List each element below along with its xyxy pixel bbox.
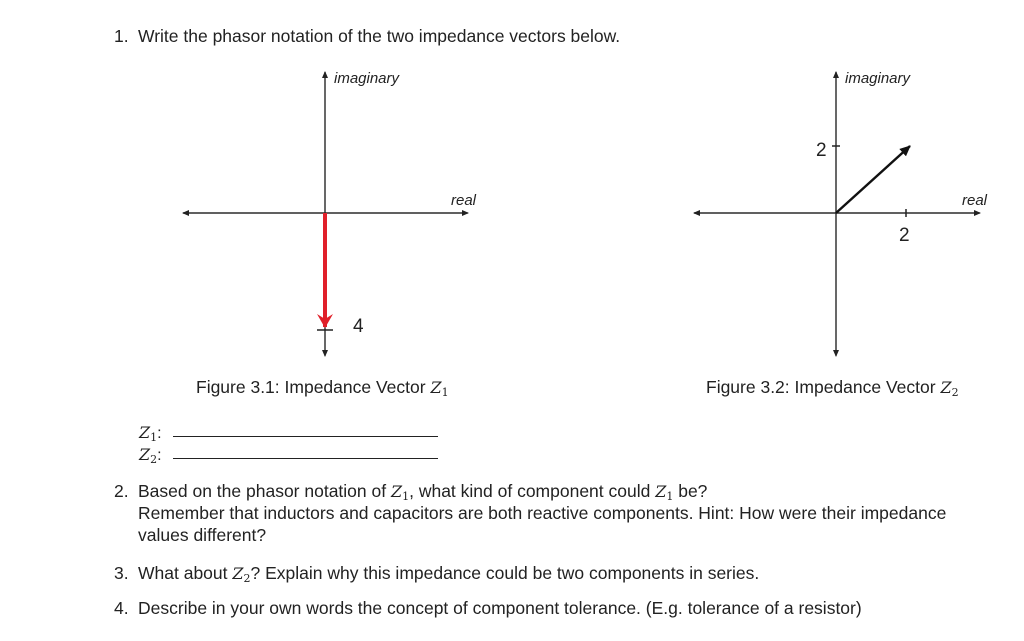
question-number: 3. <box>114 563 129 583</box>
real-axis-label: real <box>962 192 988 209</box>
answer-var: Z <box>139 423 151 442</box>
tick-label: 4 <box>353 316 364 337</box>
figure-1-caption <box>196 377 449 399</box>
question-2-line2: Remember that inductors and capacitors are both reactive components. Hint: How were their impedance <box>138 503 947 523</box>
question-4 <box>114 598 862 619</box>
question-number: 4. <box>114 598 129 618</box>
caption-sub: 1 <box>441 386 449 399</box>
question-3 <box>114 563 759 585</box>
question-var: Z <box>232 564 244 583</box>
question-var: Z <box>655 482 667 501</box>
question-var-sub: 2 <box>243 572 251 585</box>
answer-line-z2[interactable] <box>173 458 438 459</box>
figure-2-caption <box>706 377 959 399</box>
question-2 <box>114 481 707 503</box>
real-axis-label: real <box>451 192 477 209</box>
imaginary-axis-label: imaginary <box>845 70 911 87</box>
answer-sub: 1 <box>150 431 158 444</box>
answer-colon: : <box>157 425 162 442</box>
question-number: 1. <box>114 26 129 46</box>
answer-sub: 2 <box>150 453 158 466</box>
vector-z2 <box>836 146 910 213</box>
caption-text: Figure 3.1: Impedance Vector <box>196 377 431 397</box>
question-text-part3: be? <box>673 481 708 501</box>
question-text-before: What about <box>138 563 233 583</box>
question-text-part2: , what kind of component could <box>409 481 656 501</box>
question-var: Z <box>390 482 403 501</box>
question-text-after: ? Explain why this impedance could be two components in series. <box>250 563 760 583</box>
question-2-line3: values different? <box>138 525 267 545</box>
imaginary-axis-label: imaginary <box>334 70 400 87</box>
caption-var: Z <box>940 378 952 397</box>
question-number: 2. <box>114 481 129 501</box>
question-text: Write the phasor notation of the two impedance vectors below. <box>138 26 621 46</box>
answer-line-z1[interactable] <box>173 436 438 437</box>
figure-1-plot <box>183 72 468 356</box>
tick-label-imaginary: 2 <box>816 140 827 161</box>
answer-label-z1 <box>139 423 162 444</box>
answer-label-z2 <box>139 445 162 466</box>
question-text: Describe in your own words the concept of component tolerance. (E.g. tolerance of a resistor) <box>138 598 862 618</box>
answer-colon: : <box>157 447 162 464</box>
question-var-sub: 1 <box>402 490 410 503</box>
figure-2-plot <box>694 72 980 356</box>
question-var-sub: 1 <box>666 490 674 503</box>
caption-var: Z <box>430 378 442 397</box>
question-text-part1: Based on the phasor notation of <box>138 481 391 501</box>
caption-text: Figure 3.2: Impedance Vector <box>706 377 941 397</box>
answer-var: Z <box>139 445 151 464</box>
tick-label-real: 2 <box>899 225 910 246</box>
caption-sub: 2 <box>951 386 959 399</box>
